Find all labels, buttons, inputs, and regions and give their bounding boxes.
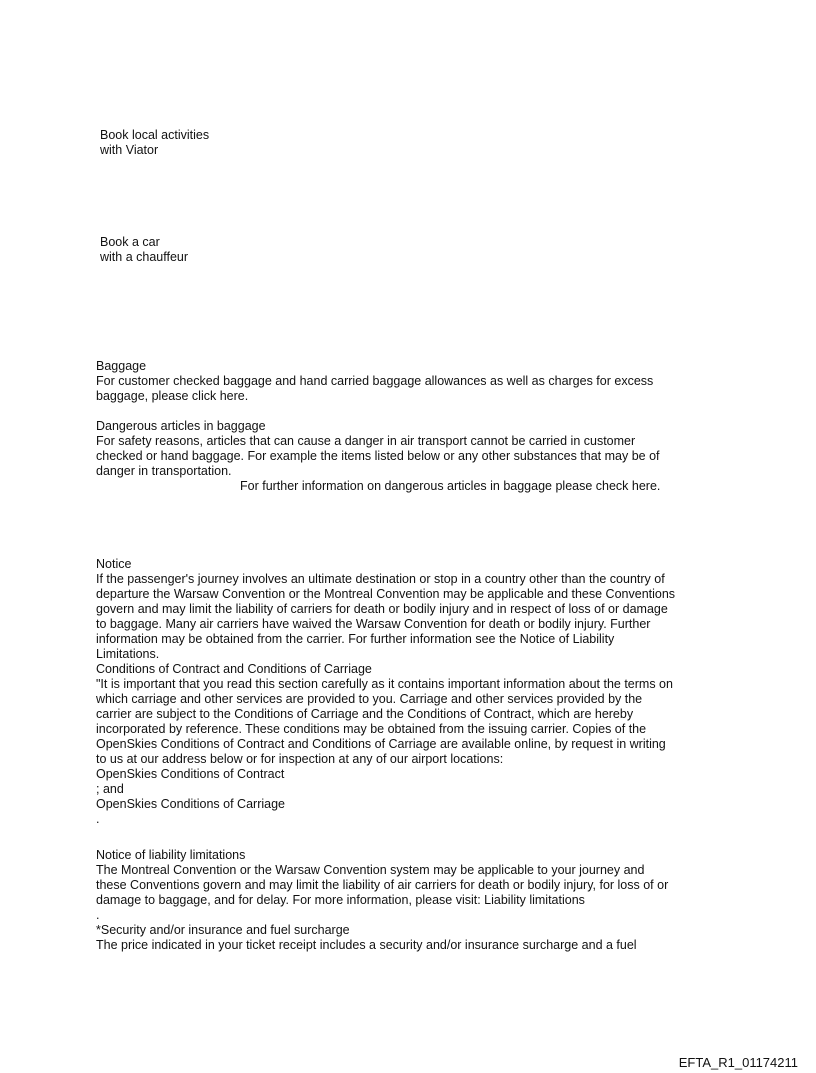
car-promo-line-2[interactable]: with a chauffeur — [100, 250, 189, 264]
conditions-text-line-5: OpenSkies Conditions of Contract and Conditions of Carriage are available online, by request in writing — [96, 737, 666, 751]
notice-heading: Notice — [96, 557, 132, 571]
conditions-text-line-3: carrier are subject to the Conditions of Carriage and the Conditions of Contract, which are hereby — [96, 707, 634, 721]
car-promo-line-1[interactable]: Book a car — [100, 235, 160, 249]
viator-promo[interactable] — [100, 128, 730, 158]
conditions-text-line-6: to us at our address below or for inspection at any of our airport locations: — [96, 752, 504, 766]
liability-text-line-2: these Conventions govern and may limit the liability of air carriers for death or bodily injury, for loss of or — [96, 878, 669, 892]
baggage-section — [96, 359, 726, 404]
notice-text-line-5: information may be obtained from the carrier. For further information see the Notice of Liability — [96, 632, 615, 646]
conditions-and-separator: ; and — [96, 782, 124, 796]
notice-text-line-1: If the passenger's journey involves an ultimate destination or stop in a country other than the country of — [96, 572, 665, 586]
notice-section — [96, 557, 726, 827]
dangerous-articles-text-line-2: checked or hand baggage. For example the items listed below or any other substances that may be of — [96, 449, 660, 463]
conditions-heading: Conditions of Contract and Conditions of Carriage — [96, 662, 372, 676]
viator-promo-line-1[interactable]: Book local activities — [100, 128, 210, 142]
baggage-heading: Baggage — [96, 359, 147, 373]
conditions-of-contract-link[interactable]: OpenSkies Conditions of Contract — [96, 767, 285, 781]
surcharge-heading: *Security and/or insurance and fuel surcharge — [96, 923, 350, 937]
dangerous-articles-heading: Dangerous articles in baggage — [96, 419, 266, 433]
surcharge-section — [96, 923, 726, 953]
liability-section — [96, 848, 726, 923]
dangerous-articles-text-line-3: danger in transportation. — [96, 464, 232, 478]
notice-text-line-4: to baggage. Many air carriers have waived the Warsaw Convention for death or bodily injury. Further — [96, 617, 651, 631]
notice-text-line-3: govern and may limit the liability of carriers for death or bodily injury and in respect of loss of or damage — [96, 602, 668, 616]
baggage-click-here-link[interactable]: baggage, please click here. — [96, 389, 249, 403]
liability-text-line-1: The Montreal Convention or the Warsaw Convention system may be applicable to your journey and — [96, 863, 645, 877]
notice-text-line-6: Limitations. — [96, 647, 160, 661]
liability-period: . — [96, 908, 100, 922]
baggage-text-line-1: For customer checked baggage and hand carried baggage allowances as well as charges for excess — [96, 374, 654, 388]
document-id: EFTA_R1_01174211 — [678, 1055, 798, 1070]
conditions-period: . — [96, 812, 100, 826]
conditions-text-line-2: which carriage and other services are provided to you. Carriage and other services provided by the — [96, 692, 643, 706]
conditions-text-line-1: "It is important that you read this section carefully as it contains important information about the terms on — [96, 677, 673, 691]
car-promo[interactable] — [100, 235, 730, 265]
dangerous-articles-section — [96, 419, 726, 494]
liability-limitations-link[interactable]: damage to baggage, and for delay. For more information, please visit: Liability limitations — [96, 893, 585, 907]
conditions-of-carriage-link[interactable]: OpenSkies Conditions of Carriage — [96, 797, 285, 811]
conditions-text-line-4: incorporated by reference. These conditions may be obtained from the issuing carrier. Copies of the — [96, 722, 647, 736]
dangerous-articles-text-line-1: For safety reasons, articles that can cause a danger in air transport cannot be carried in customer — [96, 434, 636, 448]
surcharge-text-line-1: The price indicated in your ticket receipt includes a security and/or insurance surcharge and a fuel — [96, 938, 637, 952]
viator-promo-line-2[interactable]: with Viator — [100, 143, 159, 157]
dangerous-articles-check-here-link[interactable]: For further information on dangerous articles in baggage please check here. — [240, 479, 661, 493]
liability-heading: Notice of liability limitations — [96, 848, 246, 862]
notice-text-line-2: departure the Warsaw Convention or the Montreal Convention may be applicable and these Conventions — [96, 587, 676, 601]
